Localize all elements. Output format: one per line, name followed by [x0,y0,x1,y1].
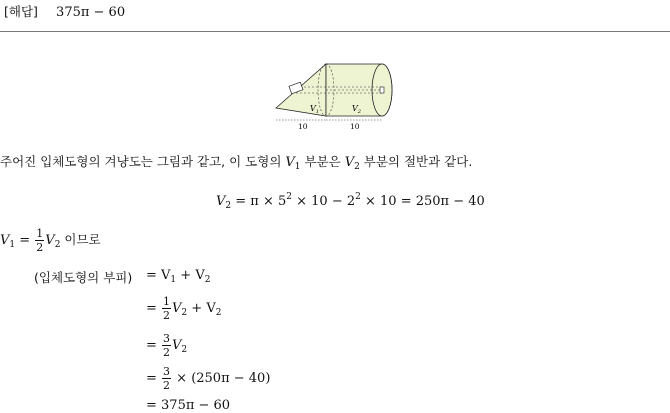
derivation-step-2: = $\frac{1}{2}$ $V_2 + V_2$ [146,295,222,322]
answer-value: 375π − 60 [56,5,126,20]
v1-label: $V_1$ [310,104,319,115]
header-divider [0,31,670,32]
v2-label: $V_2$ [352,104,361,115]
volume-label: (입체도형의 부피) [34,270,133,285]
description-line: 주어진 입체도형의 겨냥도는 그림과 같고, 이 도형의 $V_1$ 부분은 $V_2$ 부분의 절반과 같다. [0,154,473,172]
derivation-step-5: = 375π − 60 [146,398,231,413]
dim-left: 10 [298,122,308,131]
equation-v2: $V_2 = \pi \times 5^2 \times 10 - 2^2 \times 10 = 250\pi - 40$ [216,192,485,211]
dim-right: 10 [350,122,360,131]
answer-tag: [해답] [4,4,38,19]
derivation-step-4: = $\frac{3}{2}$ × (250π − 40) [146,365,271,392]
answer-label [4,2,125,20]
equation-v1: $V_1$ = $\frac{1}{2}$ $V_2$ 이므로 [0,227,101,254]
derivation-step-3: = $\frac{3}{2}$ $V_2$ [146,332,188,359]
hole-end [380,87,384,93]
derivation-step-1: = $V_1 + V_2$ [146,268,211,285]
solid-figure [270,58,404,134]
